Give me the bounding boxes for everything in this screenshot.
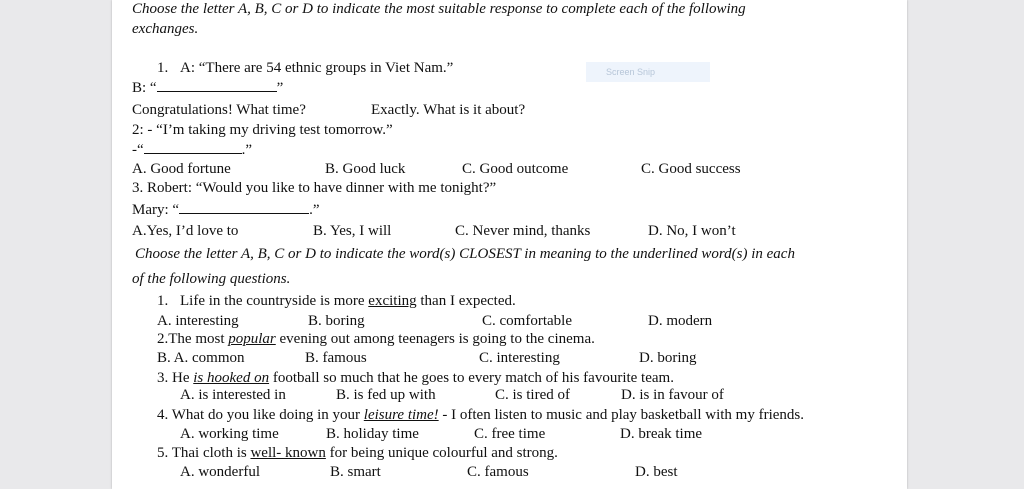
s2q2-pre: 2.The most — [157, 331, 229, 347]
s2q5-question — [157, 444, 558, 462]
s2q2-option-a: B. A. common — [157, 350, 245, 366]
s2q1-number: 1. — [157, 293, 169, 309]
s2q4-option-a: A. working time — [180, 426, 279, 442]
s2q4-option-b: B. holiday time — [326, 426, 419, 442]
s2q1-option-c: C. comfortable — [482, 313, 572, 329]
s2q3-option-c: C. is tired of — [495, 387, 570, 403]
s2q3-underlined: is hooked on — [193, 370, 270, 386]
q1-reply-close: ” — [276, 80, 284, 96]
q1-reply — [132, 79, 283, 97]
q1-reply-open: B: “ — [132, 80, 157, 96]
s2q1-post: than I expected. — [416, 293, 516, 309]
q1-number: 1. — [157, 60, 169, 76]
s2q4-option-d: D. break time — [620, 426, 703, 442]
s2q3-option-a: A. is interested in — [180, 387, 286, 403]
s2q4-underlined: leisure time! — [363, 407, 439, 423]
q2-reply — [132, 141, 252, 159]
q2-option-d: C. Good success — [641, 161, 741, 177]
s2q1-option-a: A. interesting — [157, 313, 239, 329]
s2q1-question — [180, 292, 516, 310]
q3-mary-close: .” — [309, 202, 320, 218]
q1-answer-blank[interactable] — [157, 79, 277, 92]
q2-option-b: B. Good luck — [325, 161, 406, 177]
q3-answer-blank[interactable] — [179, 201, 309, 214]
s2q5-pre: 5. Thai cloth is — [157, 445, 251, 461]
s2q4-post: - I often listen to music and play basketball with my friends. — [438, 407, 804, 423]
s2q5-option-c: C. famous — [467, 464, 529, 480]
s2q3-pre: 3. He — [157, 370, 194, 386]
q2-prompt: 2: - “I’m taking my driving test tomorrow.” — [132, 122, 393, 138]
s2q5-option-d: D. best — [635, 464, 678, 480]
section1-instruction-line1: Choose the letter A, B, C or D to indicate the most suitable response to complete each of the following — [132, 1, 746, 17]
screen-snip-overlay: Screen Snip — [586, 62, 710, 82]
s2q3-option-d: D. is in favour of — [621, 387, 724, 403]
q1-option-1: Congratulations! What time? — [132, 102, 306, 118]
s2q3-question — [157, 369, 674, 387]
q1-prompt: A: “There are 54 ethnic groups in Viet Nam.” — [180, 60, 454, 76]
s2q4-question — [157, 406, 804, 424]
s2q2-post: evening out among teenagers is going to the cinema. — [275, 331, 595, 347]
s2q3-post: football so much that he goes to every match of his favourite team. — [269, 370, 674, 386]
s2q4-pre: 4. What do you like doing in your — [157, 407, 364, 423]
s2q2-underlined: popular — [228, 331, 276, 347]
q3-option-c: C. Never mind, thanks — [455, 223, 591, 239]
section2-instruction-line2: of the following questions. — [132, 271, 291, 287]
s2q4-option-c: C. free time — [474, 426, 546, 442]
document-page — [112, 0, 907, 489]
q2-answer-blank[interactable] — [144, 141, 242, 154]
q2-option-a: A. Good fortune — [132, 161, 231, 177]
s2q5-post: for being unique colourful and strong. — [325, 445, 558, 461]
s2q2-question — [157, 330, 595, 348]
section1-instruction-line2: exchanges. — [132, 21, 199, 37]
s2q1-option-b: B. boring — [308, 313, 365, 329]
s2q1-underlined: exciting — [368, 293, 417, 309]
q3-option-d: D. No, I won’t — [648, 223, 736, 239]
s2q5-underlined: well- known — [250, 445, 326, 461]
s2q2-option-d: D. boring — [639, 350, 697, 366]
s2q5-option-a: A. wonderful — [180, 464, 260, 480]
s2q5-option-b: B. smart — [330, 464, 381, 480]
q3-reply — [132, 201, 320, 219]
s2q1-option-d: D. modern — [648, 313, 713, 329]
q2-option-c: C. Good outcome — [462, 161, 569, 177]
s2q2-option-c: C. interesting — [479, 350, 560, 366]
q3-mary-open: Mary: “ — [132, 202, 180, 218]
q3-prompt: 3. Robert: “Would you like to have dinner with me tonight?” — [132, 180, 497, 196]
s2q3-option-b: B. is fed up with — [336, 387, 436, 403]
q2-reply-close: .” — [241, 142, 253, 158]
q1-option-2: Exactly. What is it about? — [371, 102, 526, 118]
section2-instruction-line1: Choose the letter A, B, C or D to indicate the word(s) CLOSEST in meaning to the underlined word(s) in each — [135, 246, 795, 262]
s2q1-pre: Life in the countryside is more — [180, 293, 369, 309]
q3-option-a: A.Yes, I’d love to — [132, 223, 239, 239]
q2-reply-open: -“ — [132, 142, 144, 158]
q3-option-b: B. Yes, I will — [313, 223, 392, 239]
s2q2-option-b: B. famous — [305, 350, 367, 366]
